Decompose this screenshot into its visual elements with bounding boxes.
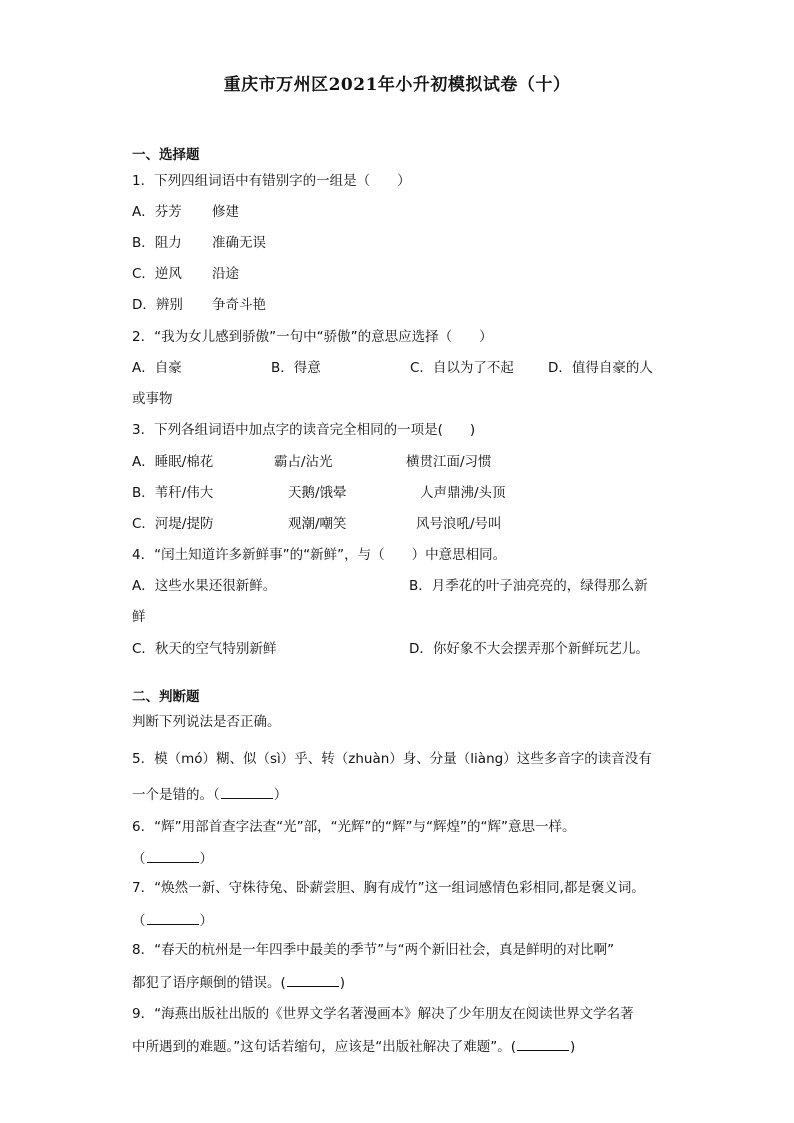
question-3-row-b	[132, 484, 532, 502]
question-text: （	[132, 913, 146, 929]
question-8-line-2	[132, 972, 345, 992]
question-2-option-b: B．得意	[271, 360, 321, 376]
question-5-line-1: 5．模（mó）糊、似（sì）乎、转（zhuàn）身、分量（liàng）这些多音字的读音没有	[132, 751, 652, 767]
question-text: 一个是错的。（	[132, 787, 220, 803]
option-label: B．阻力	[132, 235, 182, 251]
option-cell: 人声鼎沸/头顶	[420, 485, 506, 501]
question-2-stem: 2．“我为女儿感到骄傲”一句中“骄傲”的意思应选择（ ）	[132, 329, 493, 345]
section-heading-judgement: 二、判断题	[132, 689, 200, 705]
question-4-options-ab	[132, 577, 672, 595]
section-instruction: 判断下列说法是否正确。	[132, 714, 281, 730]
question-4-option-d: D．你好象不大会摆弄那个新鲜玩艺儿。	[409, 641, 649, 657]
question-4-option-b-continued: 鲜	[132, 609, 146, 625]
question-2-option-a: A．自豪	[132, 360, 182, 376]
option-cell: B．苇秆/伟大	[132, 485, 214, 501]
question-2-option-d: D．值得自豪的人	[548, 360, 653, 376]
question-6-line-1: 6．“辉”用部首查字法查“光”部，“光辉”的“辉”与“辉煌”的“辉”意思一样。	[132, 819, 576, 835]
question-4-stem: 4．“闰土知道许多新鲜事”的“新鲜”，与（ ）中意思相同。	[132, 547, 507, 563]
section-heading-choice: 一、选择题	[132, 147, 200, 163]
option-cell: 霸占/沾光	[274, 454, 333, 470]
question-4-option-a: A．这些水果还很新鲜。	[132, 578, 277, 594]
answer-blank[interactable]	[147, 910, 199, 925]
option-text: 争奇斗艳	[212, 297, 266, 313]
question-3-row-c	[132, 515, 532, 533]
question-7-line-2	[132, 910, 213, 930]
option-cell: 观潮/嘲笑	[288, 516, 347, 532]
option-cell: C．河堤/提防	[132, 516, 214, 532]
question-4-option-c: C．秋天的空气特别新鲜	[132, 641, 277, 657]
option-text: 准确无误	[212, 235, 266, 251]
question-9-line-2	[132, 1036, 575, 1056]
paren-close: ）	[199, 851, 213, 867]
question-5-line-2	[132, 784, 287, 804]
option-cell: 风号浪吼/号叫	[416, 516, 502, 532]
option-label: C．逆风	[132, 266, 182, 282]
question-4-option-b: B．月季花的叶子油亮亮的，绿得那么新	[409, 578, 648, 594]
question-7-line-1: 7．“焕然一新、守株待兔、卧薪尝胆、胸有成竹”这一组词感情色彩相同,都是褒义词。	[132, 880, 645, 896]
page-title: 重庆市万州区2021年小升初模拟试卷（十）	[223, 75, 571, 95]
question-text: 中所遇到的难题。”这句话若缩句，应该是“出版社解决了难题”。(	[132, 1039, 516, 1055]
question-8-line-1: 8．“春天的杭州是一年四季中最美的季节”与“两个新旧社会，真是鲜明的对比啊”	[132, 942, 615, 958]
answer-blank[interactable]	[147, 848, 199, 863]
option-cell: 天鹅/饿晕	[288, 485, 347, 501]
paren-close: ）	[273, 787, 288, 803]
option-text: 沿途	[212, 266, 239, 282]
question-1-stem: 1．下列四组词语中有错别字的一组是（ ）	[132, 173, 411, 189]
question-text: 都犯了语序颠倒的错误。(	[132, 975, 286, 991]
question-4-options-cd	[132, 640, 672, 658]
answer-blank[interactable]	[287, 972, 339, 987]
answer-blank[interactable]	[221, 784, 273, 799]
option-label: A．芬芳	[132, 204, 182, 220]
question-2-options	[132, 359, 662, 377]
question-3-stem: 3．下列各组词语中加点字的读音完全相同的一项是( )	[132, 422, 476, 438]
option-cell: A．睡眠/棉花	[132, 454, 214, 470]
paren-close: )	[339, 975, 346, 991]
question-2-option-c: C．自以为了不起	[410, 360, 514, 376]
paren-close: )	[570, 1039, 576, 1055]
answer-blank[interactable]	[517, 1036, 569, 1051]
question-text: （	[132, 851, 146, 867]
question-3-row-a	[132, 453, 532, 471]
question-9-line-1: 9．“海燕出版社出版的《世界文学名著漫画本》解决了少年朋友在阅读世界文学名著	[132, 1006, 634, 1022]
question-6-line-2	[132, 848, 213, 868]
option-text: 修建	[212, 204, 239, 220]
question-2-option-d-continued: 或事物	[132, 391, 173, 407]
option-label: D．辨别	[132, 297, 183, 313]
option-cell: 横贯江面/习惯	[406, 454, 492, 470]
paren-close: ）	[199, 913, 213, 929]
